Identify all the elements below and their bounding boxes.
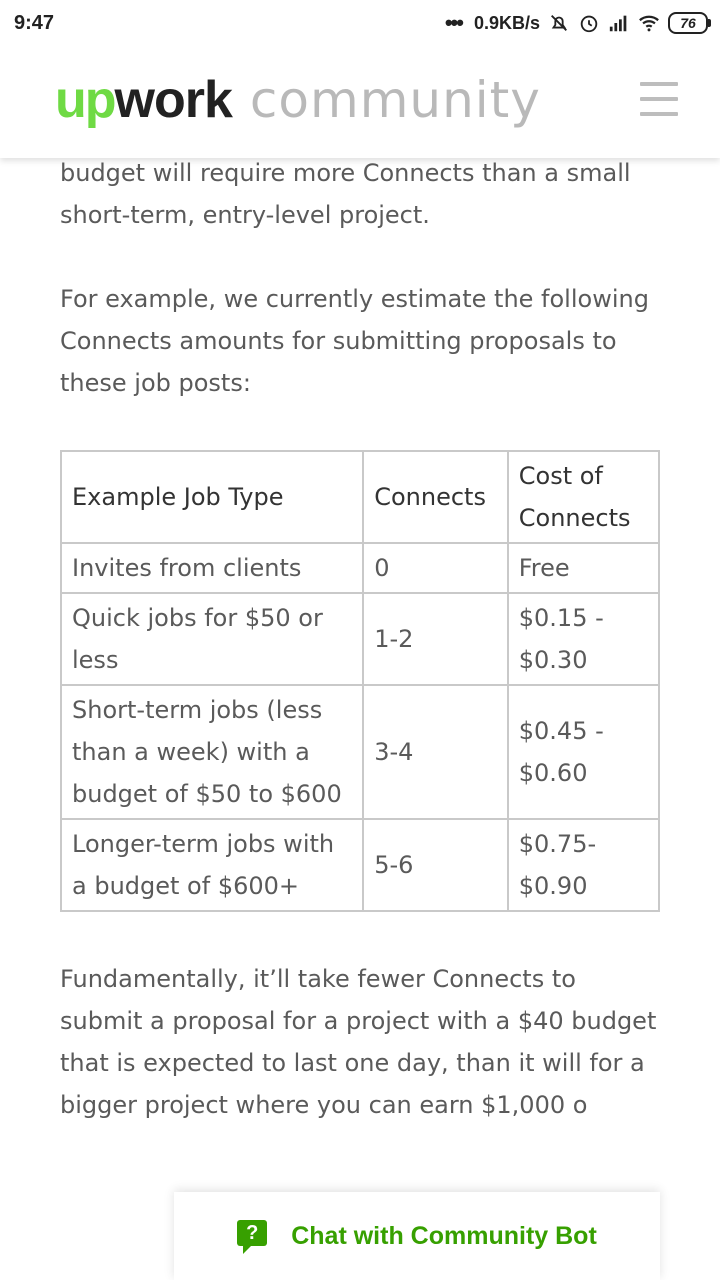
logo-community: community xyxy=(249,71,541,129)
upwork-community-logo[interactable] xyxy=(55,70,541,140)
site-header xyxy=(0,48,720,158)
chat-bot-label: Chat with Community Bot xyxy=(291,1221,597,1250)
table-row xyxy=(61,819,659,911)
chat-with-community-bot-button[interactable] xyxy=(174,1192,660,1280)
chat-bubble-question-icon: ? xyxy=(237,1220,267,1246)
connects-table xyxy=(60,450,660,912)
logo-up: up xyxy=(55,71,115,129)
mute-bell-icon xyxy=(548,12,570,34)
cell-job-type: Longer-term jobs with a budget of $600+ xyxy=(61,819,363,911)
signal-icon xyxy=(608,12,630,34)
header-connects: Connects xyxy=(363,451,508,543)
table-row xyxy=(61,593,659,685)
cell-cost: $0.45 - $0.60 xyxy=(508,685,659,819)
table-row xyxy=(61,685,659,819)
menu-bar xyxy=(640,112,678,116)
status-icons xyxy=(445,10,708,36)
wifi-icon xyxy=(638,12,660,34)
more-dots-icon: ••• xyxy=(444,10,462,35)
cell-cost: $0.75- $0.90 xyxy=(508,819,659,911)
cell-connects: 1-2 xyxy=(363,593,508,685)
cell-connects: 5-6 xyxy=(363,819,508,911)
article-body xyxy=(60,152,660,1126)
header-cost: Cost of Connects xyxy=(508,451,659,543)
table-row xyxy=(61,543,659,593)
cell-job-type: Quick jobs for $50 or less xyxy=(61,593,363,685)
header-job-type: Example Job Type xyxy=(61,451,363,543)
paragraph-top: budget will require more Connects than a small short-term, entry-level project. xyxy=(60,159,631,229)
menu-bar xyxy=(640,82,678,86)
cell-cost: Free xyxy=(508,543,659,593)
hamburger-menu-icon[interactable] xyxy=(640,82,678,116)
status-bar xyxy=(0,0,720,48)
cell-connects: 0 xyxy=(363,543,508,593)
cell-job-type: Invites from clients xyxy=(61,543,363,593)
cell-connects: 3-4 xyxy=(363,685,508,819)
battery-icon: 76 xyxy=(668,12,708,34)
cell-job-type: Short-term jobs (less than a week) with a budget of $50 to $600 xyxy=(61,685,363,819)
menu-bar xyxy=(640,97,678,101)
status-time: 9:47 xyxy=(14,12,55,34)
cell-cost: $0.15 - $0.30 xyxy=(508,593,659,685)
network-speed: 0.9KB/s xyxy=(473,12,540,33)
alarm-icon xyxy=(578,12,600,34)
table-header-row xyxy=(61,451,659,543)
paragraph-example: For example, we currently estimate the following Connects amounts for submitting proposals to these job posts: xyxy=(60,285,649,397)
logo-work: work xyxy=(114,71,232,129)
paragraph-bottom: Fundamentally, it’ll take fewer Connects to submit a proposal for a project with a $40 budget that is expected to last one day, than it will for a bigger project where you can earn $1,000 o xyxy=(60,965,657,1119)
